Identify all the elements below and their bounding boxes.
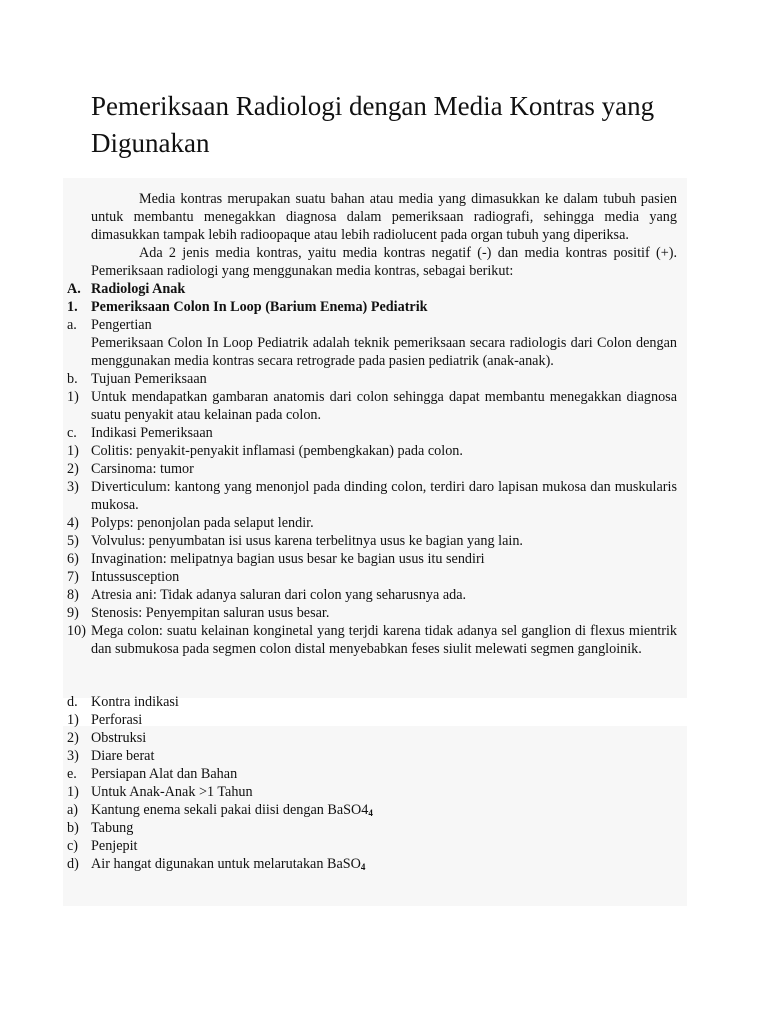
section-heading-a: [67, 280, 677, 298]
list-number: 4): [67, 515, 79, 531]
heading-text: Indikasi Pemeriksaan: [91, 425, 213, 441]
list-number: b): [67, 820, 79, 836]
list-number: a): [67, 802, 79, 818]
list-text: Penjepit: [91, 838, 138, 854]
list-item: [67, 855, 677, 873]
list-item: [67, 478, 677, 514]
pengertian-paragraph: Pemeriksaan Colon In Loop Pediatrik adalah teknik pemeriksaan secara radiologis dari Colon dengan menggunakan media kontras secara retrograde pada pasien pediatrik (anak-anak).: [91, 335, 677, 369]
list-item: [67, 783, 677, 801]
list-number: 1): [67, 389, 79, 405]
list-text: Mega colon: suatu kelainan konginetal yang terjdi karena tidak adanya sel ganglion di flexus mientrik dan submukosa pada segmen colon distal menyebabkan feses siulit melewati segmen gangloinik.: [91, 623, 677, 657]
intro-paragraph-2: Ada 2 jenis media kontras, yaitu media kontras negatif (-) dan media kontras positif (+). Pemeriksaan radiologi yang menggunakan media kontras, sebagai berikut:: [91, 245, 677, 279]
list-item: [67, 388, 677, 424]
subscript: 4: [360, 862, 366, 872]
list-text: Polyps: penonjolan pada selaput lendir.: [91, 515, 314, 531]
heading-label: a.: [67, 317, 77, 333]
document-title: Pemeriksaan Radiologi dengan Media Kontras yang Digunakan: [91, 91, 655, 158]
list-number: 1): [67, 443, 79, 459]
list-number: 3): [67, 748, 79, 764]
list-number: 9): [67, 605, 79, 621]
list-item: [67, 514, 677, 532]
section-label: A.: [67, 281, 81, 297]
list-text: Colitis: penyakit-penyakit inflamasi (pembengkakan) pada colon.: [91, 443, 463, 459]
heading-text: Kontra indikasi: [91, 694, 179, 710]
subscript: 4: [368, 808, 373, 818]
list-number: 8): [67, 587, 79, 603]
list-text: Carsinoma: tumor: [91, 461, 194, 477]
list-number: 7): [67, 569, 79, 585]
list-number: 10): [67, 623, 86, 639]
list-item: [67, 532, 677, 550]
section-title: Pemeriksaan Colon In Loop (Barium Enema) Pediatrik: [91, 299, 428, 315]
list-item: [67, 604, 677, 622]
list-item: [67, 442, 677, 460]
list-text: Tabung: [91, 820, 134, 836]
list-number: 1): [67, 712, 79, 728]
heading-label: b.: [67, 371, 78, 387]
list-text: Invagination: melipatnya bagian usus besar ke bagian usus itu sendiri: [91, 551, 485, 567]
list-item: [67, 622, 677, 658]
list-text: Diverticulum: kantong yang menonjol pada dinding colon, terdiri daro lapisan mukosa dan muskularis mukosa.: [91, 479, 677, 513]
list-item: [67, 837, 677, 855]
list-item: [67, 819, 677, 837]
list-text: Untuk mendapatkan gambaran anatomis dari colon sehingga dapat membantu menegakkan diagnosa suatu penyakit atau kelainan pada colon.: [91, 389, 677, 423]
list-item: [67, 586, 677, 604]
list-text: Stenosis: Penyempitan saluran usus besar.: [91, 605, 330, 621]
heading-persiapan: [67, 765, 677, 783]
list-number: 2): [67, 730, 79, 746]
list-item: [67, 550, 677, 568]
heading-pengertian: [67, 316, 677, 334]
spacer: [67, 658, 677, 693]
heading-text: Tujuan Pemeriksaan: [91, 371, 207, 387]
list-text: Obstruksi: [91, 730, 147, 746]
list-text-wrapper: [91, 801, 677, 819]
section-heading-1: [67, 298, 677, 316]
list-item: [67, 801, 677, 819]
list-number: c): [67, 838, 79, 854]
list-item: [67, 729, 677, 747]
list-number: 6): [67, 551, 79, 567]
list-item: [67, 568, 677, 586]
list-number: 1): [67, 784, 79, 800]
section-label: 1.: [67, 299, 78, 315]
section-title: Radiologi Anak: [91, 281, 186, 297]
list-text: Diare berat: [91, 748, 155, 764]
list-text: Volvulus: penyumbatan isi usus karena terbelitnya usus ke bagian yang lain.: [91, 533, 523, 549]
list-text-wrapper: [91, 855, 677, 873]
list-text: Untuk Anak-Anak >1 Tahun: [91, 784, 253, 800]
heading-indikasi: [67, 424, 677, 442]
intro-paragraph-1: Media kontras merupakan suatu bahan atau media yang dimasukkan ke dalam tubuh pasien untuk membantu menegakkan diagnosa dalam pemeriksaan radiografi, sehingga media yang dimasukkan tampak lebih radioopaque atau lebih radiolucent pada organ tubuh yang diperiksa.: [91, 191, 677, 243]
list-text: Intussusception: [91, 569, 180, 585]
heading-tujuan: [67, 370, 677, 388]
document-body: [67, 190, 677, 873]
list-number: d): [67, 856, 79, 872]
list-text: Kantung enema sekali pakai diisi dengan BaSO4: [91, 802, 369, 818]
heading-label: c.: [67, 425, 77, 441]
list-text: Air hangat digunakan untuk melarutakan BaSO: [91, 856, 361, 872]
list-item: [67, 711, 677, 729]
list-text: Atresia ani: Tidak adanya saluran dari colon yang seharusnya ada.: [91, 587, 467, 603]
heading-text: Persiapan Alat dan Bahan: [91, 766, 238, 782]
heading-kontra-indikasi: [67, 693, 677, 711]
heading-label: e.: [67, 766, 77, 782]
list-number: 5): [67, 533, 79, 549]
heading-label: d.: [67, 694, 78, 710]
list-text: Perforasi: [91, 712, 143, 728]
list-item: [67, 747, 677, 765]
list-number: 2): [67, 461, 79, 477]
list-item: [67, 460, 677, 478]
list-number: 3): [67, 479, 79, 495]
heading-text: Pengertian: [91, 317, 152, 333]
